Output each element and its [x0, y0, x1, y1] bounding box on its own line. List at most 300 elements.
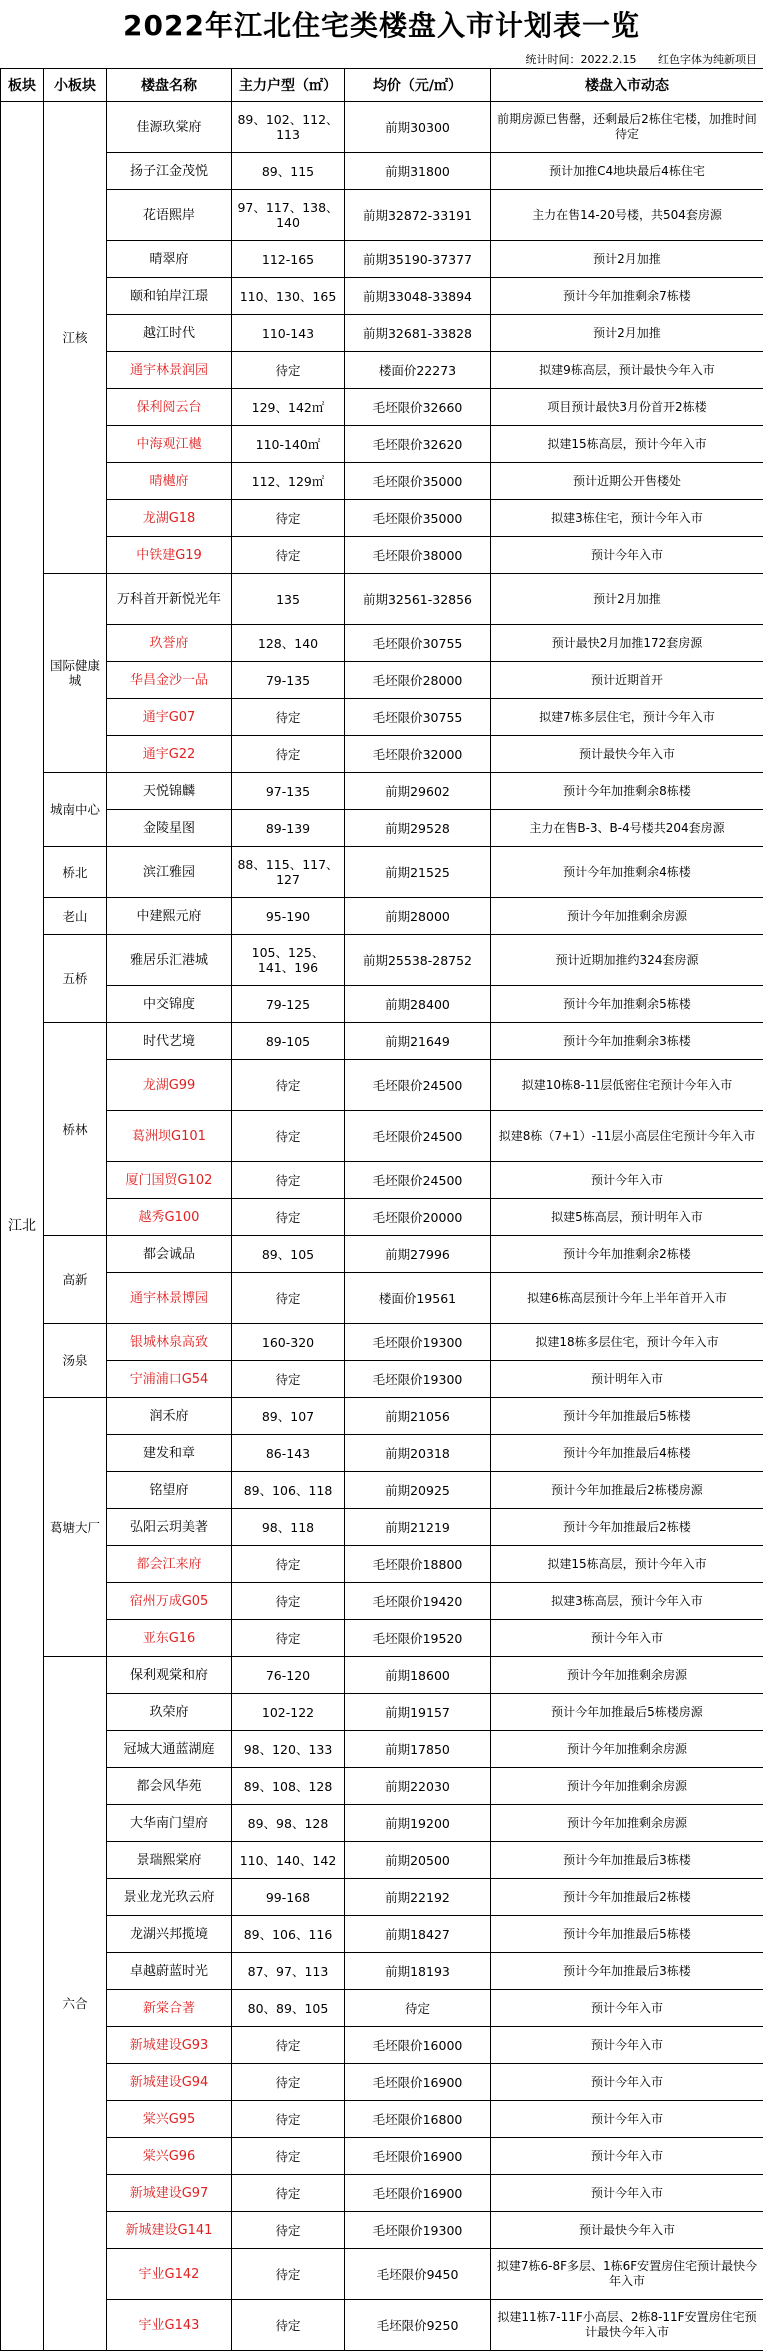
- avg-price-cell: 前期25538-28752: [345, 935, 491, 986]
- avg-price-cell: 毛坯限价24500: [345, 1162, 491, 1199]
- avg-price-cell: 楼面价19561: [345, 1273, 491, 1324]
- table-header-row: [1, 69, 763, 102]
- unit-sizes-cell: 待定: [232, 1273, 345, 1324]
- table-row: [1, 500, 763, 537]
- header-region: 板块: [1, 69, 44, 102]
- unit-sizes-cell: 97、117、138、140: [232, 190, 345, 241]
- table-row: [1, 1273, 763, 1324]
- avg-price-cell: 前期32681-33828: [345, 315, 491, 352]
- project-name-cell: 龙湖G18: [107, 500, 232, 537]
- avg-price-cell: 前期18600: [345, 1657, 491, 1694]
- table-body: [1, 102, 763, 2351]
- table-row: [1, 773, 763, 810]
- header-unit-sizes: 主力户型（㎡）: [232, 69, 345, 102]
- unit-sizes-cell: 112、129㎡: [232, 463, 345, 500]
- market-status-cell: 主力在售14-20号楼，共504套房源: [491, 190, 763, 241]
- project-name-cell: 天悦锦麟: [107, 773, 232, 810]
- avg-price-cell: 前期32872-33191: [345, 190, 491, 241]
- avg-price-cell: 毛坯限价16900: [345, 2064, 491, 2101]
- table-row: [1, 1398, 763, 1435]
- table-row: [1, 1879, 763, 1916]
- table-row: [1, 898, 763, 935]
- table-row: [1, 463, 763, 500]
- meta-line: [0, 52, 763, 68]
- market-status-cell: 预计今年加推剩余房源: [491, 1731, 763, 1768]
- unit-sizes-cell: 89、108、128: [232, 1768, 345, 1805]
- market-status-cell: 前期房源已售罄，还剩最后2栋住宅楼，加推时间待定: [491, 102, 763, 153]
- avg-price-cell: 前期22030: [345, 1768, 491, 1805]
- project-name-cell: 厦门国贸G102: [107, 1162, 232, 1199]
- table-row: [1, 1236, 763, 1273]
- project-name-cell: 新城建设G141: [107, 2212, 232, 2249]
- table-row: [1, 278, 763, 315]
- avg-price-cell: 毛坯限价18800: [345, 1546, 491, 1583]
- market-status-cell: 预计今年入市: [491, 2027, 763, 2064]
- market-status-cell: 预计今年加推最后3栋楼: [491, 1842, 763, 1879]
- unit-sizes-cell: 待定: [232, 1162, 345, 1199]
- market-status-cell: 预计今年加推剩余2栋楼: [491, 1236, 763, 1273]
- unit-sizes-cell: 待定: [232, 2101, 345, 2138]
- unit-sizes-cell: 89-105: [232, 1023, 345, 1060]
- project-name-cell: 棠兴G96: [107, 2138, 232, 2175]
- subregion-cell: 老山: [44, 898, 107, 935]
- project-name-cell: 银城林泉高致: [107, 1324, 232, 1361]
- unit-sizes-cell: 89-139: [232, 810, 345, 847]
- project-name-cell: 弘阳云玥美著: [107, 1509, 232, 1546]
- market-status-cell: 预计2月加推: [491, 574, 763, 625]
- avg-price-cell: 前期35190-37377: [345, 241, 491, 278]
- project-name-cell: 佳源玖棠府: [107, 102, 232, 153]
- project-name-cell: 冠城大通蓝湖庭: [107, 1731, 232, 1768]
- table-row: [1, 102, 763, 153]
- avg-price-cell: 前期21649: [345, 1023, 491, 1060]
- project-name-cell: 宇业G142: [107, 2249, 232, 2300]
- avg-price-cell: 毛坯限价35000: [345, 500, 491, 537]
- market-status-cell: 预计今年入市: [491, 2175, 763, 2212]
- project-name-cell: 铭望府: [107, 1472, 232, 1509]
- avg-price-cell: 前期31800: [345, 153, 491, 190]
- table-row: [1, 1731, 763, 1768]
- table-row: [1, 625, 763, 662]
- project-name-cell: 时代艺境: [107, 1023, 232, 1060]
- avg-price-cell: 毛坯限价16900: [345, 2138, 491, 2175]
- project-name-cell: 棠兴G95: [107, 2101, 232, 2138]
- market-status-cell: 预计今年加推剩余房源: [491, 1768, 763, 1805]
- market-status-cell: 预计今年入市: [491, 537, 763, 574]
- unit-sizes-cell: 110、140、142: [232, 1842, 345, 1879]
- unit-sizes-cell: 110-140㎡: [232, 426, 345, 463]
- market-status-cell: 预计加推C4地块最后4栋住宅: [491, 153, 763, 190]
- project-name-cell: 中铁建G19: [107, 537, 232, 574]
- market-status-cell: 预计今年加推最后2栋楼: [491, 1879, 763, 1916]
- unit-sizes-cell: 89、107: [232, 1398, 345, 1435]
- unit-sizes-cell: 110-143: [232, 315, 345, 352]
- table-row: [1, 1953, 763, 1990]
- table-row: [1, 1324, 763, 1361]
- project-name-cell: 华昌金沙一品: [107, 662, 232, 699]
- avg-price-cell: 毛坯限价35000: [345, 463, 491, 500]
- market-status-cell: 拟建5栋高层，预计明年入市: [491, 1199, 763, 1236]
- unit-sizes-cell: 待定: [232, 1060, 345, 1111]
- project-name-cell: 万科首开新悦光年: [107, 574, 232, 625]
- table-row: [1, 2138, 763, 2175]
- project-name-cell: 景业龙光玖云府: [107, 1879, 232, 1916]
- avg-price-cell: 前期29602: [345, 773, 491, 810]
- market-status-cell: 拟建3栋高层，预计今年入市: [491, 1583, 763, 1620]
- market-status-cell: 拟建7栋多层住宅，预计今年入市: [491, 699, 763, 736]
- unit-sizes-cell: 80、89、105: [232, 1990, 345, 2027]
- table-row: [1, 847, 763, 898]
- unit-sizes-cell: 待定: [232, 2138, 345, 2175]
- unit-sizes-cell: 102-122: [232, 1694, 345, 1731]
- market-status-cell: 预计今年加推最后4栋楼: [491, 1435, 763, 1472]
- project-name-cell: 宿州万成G05: [107, 1583, 232, 1620]
- project-name-cell: 大华南门望府: [107, 1805, 232, 1842]
- table-row: [1, 935, 763, 986]
- project-name-cell: 龙湖兴邦揽境: [107, 1916, 232, 1953]
- unit-sizes-cell: 112-165: [232, 241, 345, 278]
- avg-price-cell: 前期21525: [345, 847, 491, 898]
- project-name-cell: 卓越蔚蓝时光: [107, 1953, 232, 1990]
- subregion-cell: 桥北: [44, 847, 107, 898]
- market-status-cell: 预计今年入市: [491, 2101, 763, 2138]
- project-name-cell: 雅居乐汇港城: [107, 935, 232, 986]
- market-status-cell: 拟建8栋（7+1）-11层小高层住宅预计今年入市: [491, 1111, 763, 1162]
- table-row: [1, 153, 763, 190]
- table-row: [1, 1546, 763, 1583]
- project-name-cell: 宁浦浦口G54: [107, 1361, 232, 1398]
- avg-price-cell: 前期21056: [345, 1398, 491, 1435]
- table-row: [1, 2212, 763, 2249]
- unit-sizes-cell: 79-135: [232, 662, 345, 699]
- avg-price-cell: 前期28000: [345, 898, 491, 935]
- unit-sizes-cell: 待定: [232, 2300, 345, 2351]
- table-row: [1, 1657, 763, 1694]
- avg-price-cell: 毛坯限价19520: [345, 1620, 491, 1657]
- table-row: [1, 736, 763, 773]
- avg-price-cell: 前期18427: [345, 1916, 491, 1953]
- avg-price-cell: 前期22192: [345, 1879, 491, 1916]
- table-row: [1, 1805, 763, 1842]
- table-row: [1, 699, 763, 736]
- table-row: [1, 1162, 763, 1199]
- table-row: [1, 315, 763, 352]
- avg-price-cell: 待定: [345, 1990, 491, 2027]
- table-row: [1, 426, 763, 463]
- table-row: [1, 1583, 763, 1620]
- market-status-cell: 预计近期加推约324套房源: [491, 935, 763, 986]
- market-status-cell: 预计今年入市: [491, 2064, 763, 2101]
- market-status-cell: 预计今年加推剩余房源: [491, 898, 763, 935]
- unit-sizes-cell: 95-190: [232, 898, 345, 935]
- project-name-cell: 通宇林景博园: [107, 1273, 232, 1324]
- unit-sizes-cell: 待定: [232, 1546, 345, 1583]
- unit-sizes-cell: 待定: [232, 2064, 345, 2101]
- project-name-cell: 玖誉府: [107, 625, 232, 662]
- market-status-cell: 拟建3栋住宅，预计今年入市: [491, 500, 763, 537]
- unit-sizes-cell: 105、125、141、196: [232, 935, 345, 986]
- table-row: [1, 1768, 763, 1805]
- project-name-cell: 晴翠府: [107, 241, 232, 278]
- unit-sizes-cell: 待定: [232, 352, 345, 389]
- project-name-cell: 新城建设G97: [107, 2175, 232, 2212]
- market-status-cell: 预计今年入市: [491, 1620, 763, 1657]
- subregion-cell: 六合: [44, 1657, 107, 2351]
- project-name-cell: 扬子江金茂悦: [107, 153, 232, 190]
- unit-sizes-cell: 待定: [232, 699, 345, 736]
- table-row: [1, 241, 763, 278]
- table-row: [1, 1361, 763, 1398]
- unit-sizes-cell: 87、97、113: [232, 1953, 345, 1990]
- unit-sizes-cell: 99-168: [232, 1879, 345, 1916]
- subregion-cell: 汤泉: [44, 1324, 107, 1398]
- avg-price-cell: 毛坯限价16900: [345, 2175, 491, 2212]
- table-row: [1, 2300, 763, 2351]
- header-avg-price: 均价（元/㎡）: [345, 69, 491, 102]
- project-name-cell: 润禾府: [107, 1398, 232, 1435]
- avg-price-cell: 毛坯限价38000: [345, 537, 491, 574]
- market-status-cell: 预计今年加推最后5栋楼: [491, 1916, 763, 1953]
- table-row: [1, 1435, 763, 1472]
- unit-sizes-cell: 98、120、133: [232, 1731, 345, 1768]
- project-name-cell: 晴樾府: [107, 463, 232, 500]
- avg-price-cell: 毛坯限价32660: [345, 389, 491, 426]
- unit-sizes-cell: 89、105: [232, 1236, 345, 1273]
- market-status-cell: 预计今年入市: [491, 2138, 763, 2175]
- table-row: [1, 1842, 763, 1879]
- project-table: [0, 68, 763, 2351]
- market-status-cell: 拟建10栋8-11层低密住宅预计今年入市: [491, 1060, 763, 1111]
- unit-sizes-cell: 98、118: [232, 1509, 345, 1546]
- market-status-cell: 预计2月加推: [491, 241, 763, 278]
- market-status-cell: 预计今年加推剩余8栋楼: [491, 773, 763, 810]
- unit-sizes-cell: 待定: [232, 1620, 345, 1657]
- table-row: [1, 1199, 763, 1236]
- unit-sizes-cell: 待定: [232, 1361, 345, 1398]
- legend-note: 红色字体为纯新项目: [658, 53, 757, 66]
- avg-price-cell: 毛坯限价19300: [345, 2212, 491, 2249]
- table-row: [1, 2064, 763, 2101]
- unit-sizes-cell: 110、130、165: [232, 278, 345, 315]
- table-row: [1, 389, 763, 426]
- project-name-cell: 亚东G16: [107, 1620, 232, 1657]
- unit-sizes-cell: 135: [232, 574, 345, 625]
- market-status-cell: 预计今年加推最后2栋楼: [491, 1509, 763, 1546]
- avg-price-cell: 毛坯限价20000: [345, 1199, 491, 1236]
- table-row: [1, 1509, 763, 1546]
- avg-price-cell: 楼面价22273: [345, 352, 491, 389]
- unit-sizes-cell: 89、115: [232, 153, 345, 190]
- avg-price-cell: 毛坯限价19420: [345, 1583, 491, 1620]
- avg-price-cell: 前期30300: [345, 102, 491, 153]
- project-name-cell: 越秀G100: [107, 1199, 232, 1236]
- project-name-cell: 新城建设G94: [107, 2064, 232, 2101]
- project-name-cell: 中交锦度: [107, 986, 232, 1023]
- unit-sizes-cell: 89、98、128: [232, 1805, 345, 1842]
- market-status-cell: 预计今年加推剩余房源: [491, 1805, 763, 1842]
- market-status-cell: 预计今年加推最后2栋楼房源: [491, 1472, 763, 1509]
- avg-price-cell: 毛坯限价16800: [345, 2101, 491, 2138]
- avg-price-cell: 毛坯限价9450: [345, 2249, 491, 2300]
- table-row: [1, 1620, 763, 1657]
- avg-price-cell: 毛坯限价19300: [345, 1361, 491, 1398]
- avg-price-cell: 前期20925: [345, 1472, 491, 1509]
- project-name-cell: 花语熙岸: [107, 190, 232, 241]
- project-name-cell: 建发和章: [107, 1435, 232, 1472]
- market-status-cell: 拟建6栋高层预计今年上半年首开入市: [491, 1273, 763, 1324]
- avg-price-cell: 前期19157: [345, 1694, 491, 1731]
- market-status-cell: 主力在售B-3、B-4号楼共204套房源: [491, 810, 763, 847]
- market-status-cell: 拟建15栋高层，预计今年入市: [491, 1546, 763, 1583]
- avg-price-cell: 前期33048-33894: [345, 278, 491, 315]
- avg-price-cell: 前期29528: [345, 810, 491, 847]
- market-status-cell: 预计最快今年入市: [491, 736, 763, 773]
- avg-price-cell: 毛坯限价19300: [345, 1324, 491, 1361]
- avg-price-cell: 前期27996: [345, 1236, 491, 1273]
- market-status-cell: 预计近期公开售楼处: [491, 463, 763, 500]
- avg-price-cell: 前期20500: [345, 1842, 491, 1879]
- project-name-cell: 宇业G143: [107, 2300, 232, 2351]
- unit-sizes-cell: 129、142㎡: [232, 389, 345, 426]
- table-row: [1, 1916, 763, 1953]
- unit-sizes-cell: 待定: [232, 2212, 345, 2249]
- project-name-cell: 景瑞熙棠府: [107, 1842, 232, 1879]
- market-status-cell: 预计最快今年入市: [491, 2212, 763, 2249]
- table-row: [1, 810, 763, 847]
- avg-price-cell: 毛坯限价32000: [345, 736, 491, 773]
- table-row: [1, 1060, 763, 1111]
- header-project-name: 楼盘名称: [107, 69, 232, 102]
- project-name-cell: 保利观棠和府: [107, 1657, 232, 1694]
- unit-sizes-cell: 待定: [232, 736, 345, 773]
- subregion-cell: 五桥: [44, 935, 107, 1023]
- market-status-cell: 预计今年入市: [491, 1162, 763, 1199]
- market-status-cell: 预计今年加推剩余5栋楼: [491, 986, 763, 1023]
- subregion-cell: 高新: [44, 1236, 107, 1324]
- unit-sizes-cell: 128、140: [232, 625, 345, 662]
- market-status-cell: 拟建18栋多层住宅，预计今年入市: [491, 1324, 763, 1361]
- page-title: 2022年江北住宅类楼盘入市计划表一览: [0, 0, 763, 52]
- table-row: [1, 537, 763, 574]
- avg-price-cell: 毛坯限价30755: [345, 699, 491, 736]
- avg-price-cell: 前期19200: [345, 1805, 491, 1842]
- avg-price-cell: 前期20318: [345, 1435, 491, 1472]
- project-name-cell: 通宇G22: [107, 736, 232, 773]
- avg-price-cell: 前期17850: [345, 1731, 491, 1768]
- market-status-cell: 预计今年加推最后3栋楼: [491, 1953, 763, 1990]
- avg-price-cell: 前期28400: [345, 986, 491, 1023]
- project-name-cell: 都会风华苑: [107, 1768, 232, 1805]
- project-name-cell: 颐和铂岸江璟: [107, 278, 232, 315]
- project-name-cell: 都会诚品: [107, 1236, 232, 1273]
- project-name-cell: 保利阅云台: [107, 389, 232, 426]
- avg-price-cell: 毛坯限价24500: [345, 1111, 491, 1162]
- market-status-cell: 预计今年加推剩余房源: [491, 1657, 763, 1694]
- market-status-cell: 拟建9栋高层，预计最快今年入市: [491, 352, 763, 389]
- project-name-cell: 龙湖G99: [107, 1060, 232, 1111]
- market-status-cell: 预计今年加推剩余7栋楼: [491, 278, 763, 315]
- market-status-cell: 预计最快2月加推172套房源: [491, 625, 763, 662]
- avg-price-cell: 前期21219: [345, 1509, 491, 1546]
- unit-sizes-cell: 97-135: [232, 773, 345, 810]
- header-market-status: 楼盘入市动态: [491, 69, 763, 102]
- unit-sizes-cell: 待定: [232, 1199, 345, 1236]
- unit-sizes-cell: 76-120: [232, 1657, 345, 1694]
- market-status-cell: 预计今年加推最后5栋楼房源: [491, 1694, 763, 1731]
- project-name-cell: 都会江来府: [107, 1546, 232, 1583]
- unit-sizes-cell: 160-320: [232, 1324, 345, 1361]
- table-row: [1, 1472, 763, 1509]
- table-row: [1, 1990, 763, 2027]
- unit-sizes-cell: 待定: [232, 1111, 345, 1162]
- table-row: [1, 662, 763, 699]
- market-status-cell: 预计今年入市: [491, 1990, 763, 2027]
- market-status-cell: 预计明年入市: [491, 1361, 763, 1398]
- avg-price-cell: 毛坯限价28000: [345, 662, 491, 699]
- table-row: [1, 986, 763, 1023]
- project-name-cell: 新棠合著: [107, 1990, 232, 2027]
- market-status-cell: 预计今年加推剩余4栋楼: [491, 847, 763, 898]
- subregion-cell: 葛塘大厂: [44, 1398, 107, 1657]
- unit-sizes-cell: 待定: [232, 537, 345, 574]
- table-row: [1, 574, 763, 625]
- avg-price-cell: 毛坯限价9250: [345, 2300, 491, 2351]
- project-name-cell: 葛洲坝G101: [107, 1111, 232, 1162]
- project-name-cell: 滨江雅园: [107, 847, 232, 898]
- market-status-cell: 预计2月加推: [491, 315, 763, 352]
- market-status-cell: 预计近期首开: [491, 662, 763, 699]
- project-name-cell: 中海观江樾: [107, 426, 232, 463]
- unit-sizes-cell: 86-143: [232, 1435, 345, 1472]
- market-status-cell: 项目预计最快3月份首开2栋楼: [491, 389, 763, 426]
- avg-price-cell: 毛坯限价16000: [345, 2027, 491, 2064]
- table-row: [1, 2101, 763, 2138]
- unit-sizes-cell: 89、106、118: [232, 1472, 345, 1509]
- market-status-cell: 拟建7栋6-8F多层、1栋6F安置房住宅预计最快今年入市: [491, 2249, 763, 2300]
- market-status-cell: 预计今年加推剩余3栋楼: [491, 1023, 763, 1060]
- table-row: [1, 1694, 763, 1731]
- header-subregion: 小板块: [44, 69, 107, 102]
- unit-sizes-cell: 待定: [232, 2175, 345, 2212]
- table-row: [1, 190, 763, 241]
- table-row: [1, 1023, 763, 1060]
- stat-time: 统计时间：2022.2.15: [526, 53, 637, 66]
- project-name-cell: 越江时代: [107, 315, 232, 352]
- avg-price-cell: 毛坯限价30755: [345, 625, 491, 662]
- market-status-cell: 拟建15栋高层，预计今年入市: [491, 426, 763, 463]
- unit-sizes-cell: 待定: [232, 2027, 345, 2064]
- subregion-cell: 江核: [44, 102, 107, 574]
- unit-sizes-cell: 89、102、112、113: [232, 102, 345, 153]
- unit-sizes-cell: 88、115、117、127: [232, 847, 345, 898]
- unit-sizes-cell: 89、106、116: [232, 1916, 345, 1953]
- subregion-cell: 桥林: [44, 1023, 107, 1236]
- table-row: [1, 1111, 763, 1162]
- market-status-cell: 预计今年加推最后5栋楼: [491, 1398, 763, 1435]
- table-row: [1, 352, 763, 389]
- table-row: [1, 2249, 763, 2300]
- project-name-cell: 玖荣府: [107, 1694, 232, 1731]
- avg-price-cell: 毛坯限价32620: [345, 426, 491, 463]
- avg-price-cell: 前期32561-32856: [345, 574, 491, 625]
- unit-sizes-cell: 待定: [232, 2249, 345, 2300]
- project-name-cell: 通宇林景润园: [107, 352, 232, 389]
- region-cell: 江北: [1, 102, 44, 2351]
- subregion-cell: 国际健康城: [44, 574, 107, 773]
- project-name-cell: 中建熙元府: [107, 898, 232, 935]
- table-row: [1, 2027, 763, 2064]
- avg-price-cell: 毛坯限价24500: [345, 1060, 491, 1111]
